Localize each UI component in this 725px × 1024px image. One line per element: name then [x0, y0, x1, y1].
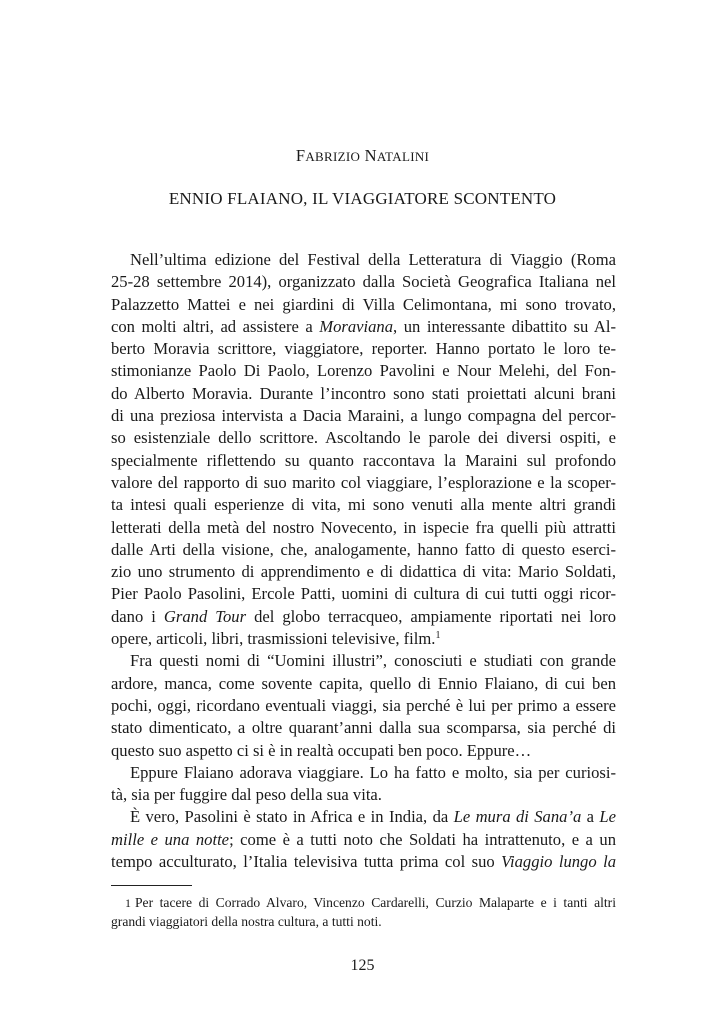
text-line: Nell’ultima edizione del Festival della Letteratura di Viaggio (Roma — [130, 250, 616, 269]
text-line: Palazzetto Mattei e nei giardini di Villa Celimontana, mi sono trovato, — [111, 294, 616, 314]
footnote-line: 1 Per tacere di Corrado Alvaro, Vincenzo Cardarelli, Curzio Malaparte e i tanti altri — [125, 895, 616, 910]
footnote-number: 1 — [125, 896, 131, 910]
text-line: Fra questi nomi di “Uomini illustri”, conosciuti e studiati con grande — [130, 651, 616, 671]
text-line: tà, sia per fuggire dal peso della sua vita. — [111, 785, 382, 805]
text-line: zio uno strumento di apprendimento e di didattica di vita: Mario Soldati, — [111, 562, 616, 582]
text-line: opere, articoli, libri, trasmissioni televisive, film.$^1$ — [111, 629, 441, 649]
text-line: pochi, oggi, ricordano eventuali viaggi, sia perché è lui per primo a essere — [111, 695, 616, 715]
text-line: so esistenziale dello scrittore. Ascoltando le parole dei diversi ospiti, e — [111, 428, 616, 448]
text-line: 25-28 settembre 2014), organizzato dalla Società Geografica Italiana nel — [111, 272, 616, 292]
italic-title: Viaggio lungo la — [501, 852, 616, 872]
text-line: dano i Grand Tour del globo terracqueo, ampiamente riportati nei loro — [111, 606, 616, 626]
author-smallcaps: ABRIZIO — [305, 149, 361, 164]
text-line: tempo acculturato, l’Italia televisiva tutta prima col suo Viaggio lungo la — [111, 852, 616, 872]
text-line: questo suo aspetto ci si è in realtà occupati ben poco. Eppure… — [111, 740, 532, 760]
page-number: 125 — [350, 957, 375, 974]
text-line: valore del rapporto di suo marito col viaggiare, l’esplorazione e la scoper- — [111, 472, 616, 492]
body-text — [111, 249, 616, 873]
text-line: ardore, manca, come sovente capita, quello di Ennio Flaiano, di cui ben — [111, 673, 616, 693]
italic-title: Moraviana — [319, 316, 394, 336]
text-line: stato dimenticato, a oltre quarant’anni dalla sua scomparsa, sia perché di — [111, 718, 616, 738]
footnote — [111, 893, 616, 931]
text-line: ta intesi quali esperienze di vita, mi sono venuti alla mente altri grandi — [111, 495, 616, 515]
footnote-separator — [111, 885, 192, 886]
article-title: ENNIO FLAIANO, IL VIAGGIATORE SCONTENTO — [168, 189, 557, 208]
text-line: dalle Arti della visione, che, analogamente, hanno fatto di questo eserci- — [111, 539, 616, 559]
author-smallcaps: ATALINI — [376, 149, 430, 164]
text-line: stimonianze Paolo Di Paolo, Lorenzo Pavolini e Nour Melehi, del Fon- — [111, 361, 616, 381]
footnote-line: grandi viaggiatori della nostra cultura, a tutti noti. — [111, 914, 382, 929]
text-line: È vero, Pasolini è stato in Africa e in India, da Le mura di Sana’a a Le — [130, 807, 616, 827]
footnote-reference[interactable]: 1 — [435, 630, 441, 642]
author-name — [0, 146, 725, 166]
text-line: Pier Paolo Pasolini, Ercole Patti, uomini di cultura di cui tutti oggi ricor- — [111, 584, 616, 604]
italic-title: mille e una notte — [111, 829, 230, 849]
text-line: Eppure Flaiano adorava viaggiare. Lo ha fatto e molto, sia per curiosi- — [130, 762, 616, 782]
text-line: berto Moravia scrittore, viaggiatore, reporter. Hanno portato le loro te- — [111, 339, 616, 359]
text-line: specialmente riflettendo su quanto raccontava la Maraini sul profondo — [111, 450, 616, 470]
author-initial: N — [364, 146, 377, 165]
italic-title: Grand Tour — [163, 606, 247, 626]
text-line: mille e una notte; come è a tutti noto che Soldati ha intrattenuto, e a un — [111, 829, 616, 849]
author-initial: F — [295, 146, 306, 165]
text-line: di una preziosa intervista a Dacia Maraini, a lungo compagna del percor- — [111, 406, 616, 426]
text-line: do Alberto Moravia. Durante l’incontro sono stati proiettati alcuni brani — [111, 383, 616, 403]
italic-title: Le mura di Sana’a — [453, 807, 582, 827]
italic-title: Le — [599, 807, 616, 827]
text-line: letterati della metà del nostro Novecento, in ispecie fra quelli più attratti — [111, 517, 616, 537]
text-line: con molti altri, ad assistere a Moraviana, un interessante dibattito su Al- — [111, 316, 617, 336]
